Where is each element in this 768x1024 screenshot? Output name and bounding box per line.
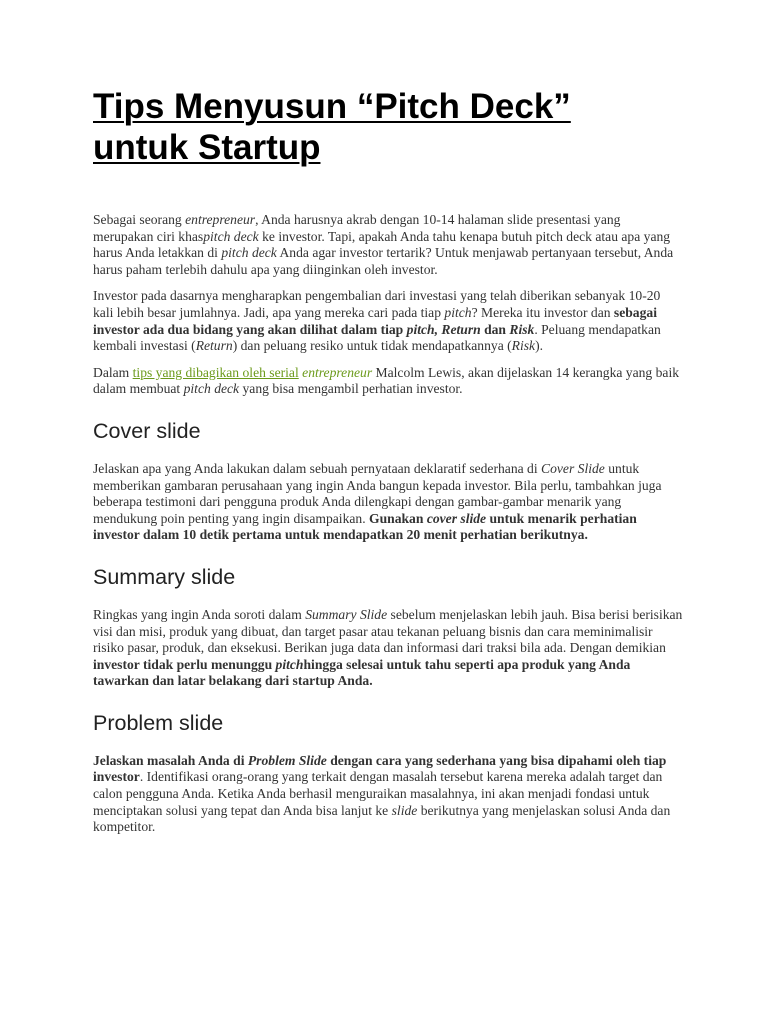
page-title: Tips Menyusun “Pitch Deck” untuk Startup (93, 87, 571, 167)
section-heading-summary: Summary slide (93, 564, 236, 589)
intro-paragraph-1: Sebagai seorang entrepreneur, Anda harusnya akrab dengan 10-14 halaman slide presentasi yang merupakan ciri khaspitch deck ke investor. Tapi, apakah Anda tahu kenapa butuh pitch deck atau apa yang harus Anda letakkan di pitch deck Anda agar investor tertarik? Untuk menjawab pertanyaan tersebut, Anda harus paham terlebih dahulu apa yang diinginkan oleh investor. (93, 212, 674, 277)
problem-paragraph: Jelaskan masalah Anda di Problem Slide dengan cara yang sederhana yang bisa dipahami oleh tiap investor. Identifikasi orang-orang yang terkait dengan masalah tersebut karena mereka adalah target dan calon pengguna Anda. Ketika Anda berhasil menguraikan masalahnya, ini akan menjadi fondasi untuk menciptakan solusi yang tepat dan Anda bisa lanjut ke slide berikutnya yang menjelaskan solusi Anda dan kompetitor. (93, 752, 671, 835)
section-heading-problem: Problem slide (93, 710, 224, 735)
intro-paragraph-3: Dalam tips yang dibagikan oleh serial entrepreneur Malcolm Lewis, akan dijelaskan 14 kerangka yang baik dalam membuat pitch deck yang bisa mengambil perhatian investor. (93, 364, 680, 397)
document-page (93, 86, 683, 846)
intro-paragraph-2: Investor pada dasarnya mengharapkan pengembalian dari investasi yang telah diberikan sebanyak 10-20 kali lebih besar jumlahnya. Jadi, apa yang mereka cari pada tiap pitch? Mereka itu investor dan sebagai investor ada dua bidang yang akan dilihat dalam tiap pitch, Return dan Risk. Peluang mendapatkan kembali investasi (Return) dan peluang resiko untuk tidak mendapatkannya (Risk). (93, 288, 661, 354)
section-heading-cover: Cover slide (93, 418, 201, 443)
cover-paragraph: Jelaskan apa yang Anda lakukan dalam sebuah pernyataan deklaratif sederhana di Cover Slide untuk memberikan gambaran perusahaan yang ingin Anda bangun kepada investor. Bila perlu, tambahkan juga beberapa testimoni dari pengguna produk Anda dilengkapi dengan gambar-gambar menarik yang mendukung poin penting yang ingin disampaikan. Gunakan cover slide untuk menarik perhatian investor dalam 10 detik pertama untuk mendapatkan 20 menit perhatian berikutnya. (93, 460, 662, 543)
summary-paragraph: Ringkas yang ingin Anda soroti dalam Summary Slide sebelum menjelaskan lebih jauh. Bisa berisi berisikan visi dan misi, produk yang dibuat, dan target pasar atau tekanan peluang bisnis dan cara meminimalisir risiko pasar, produk, dan eksekusi. Berikan juga data dan informasi dari traksi bila ada. Dengan demikian investor tidak perlu menunggu pitchhingga selesai untuk tahu seperti apa produk yang Anda tawarkan dan latar belakang dari startup Anda. (93, 606, 683, 689)
serial-entrepreneur-tips-link[interactable]: tips yang dibagikan oleh serial (132, 364, 299, 380)
